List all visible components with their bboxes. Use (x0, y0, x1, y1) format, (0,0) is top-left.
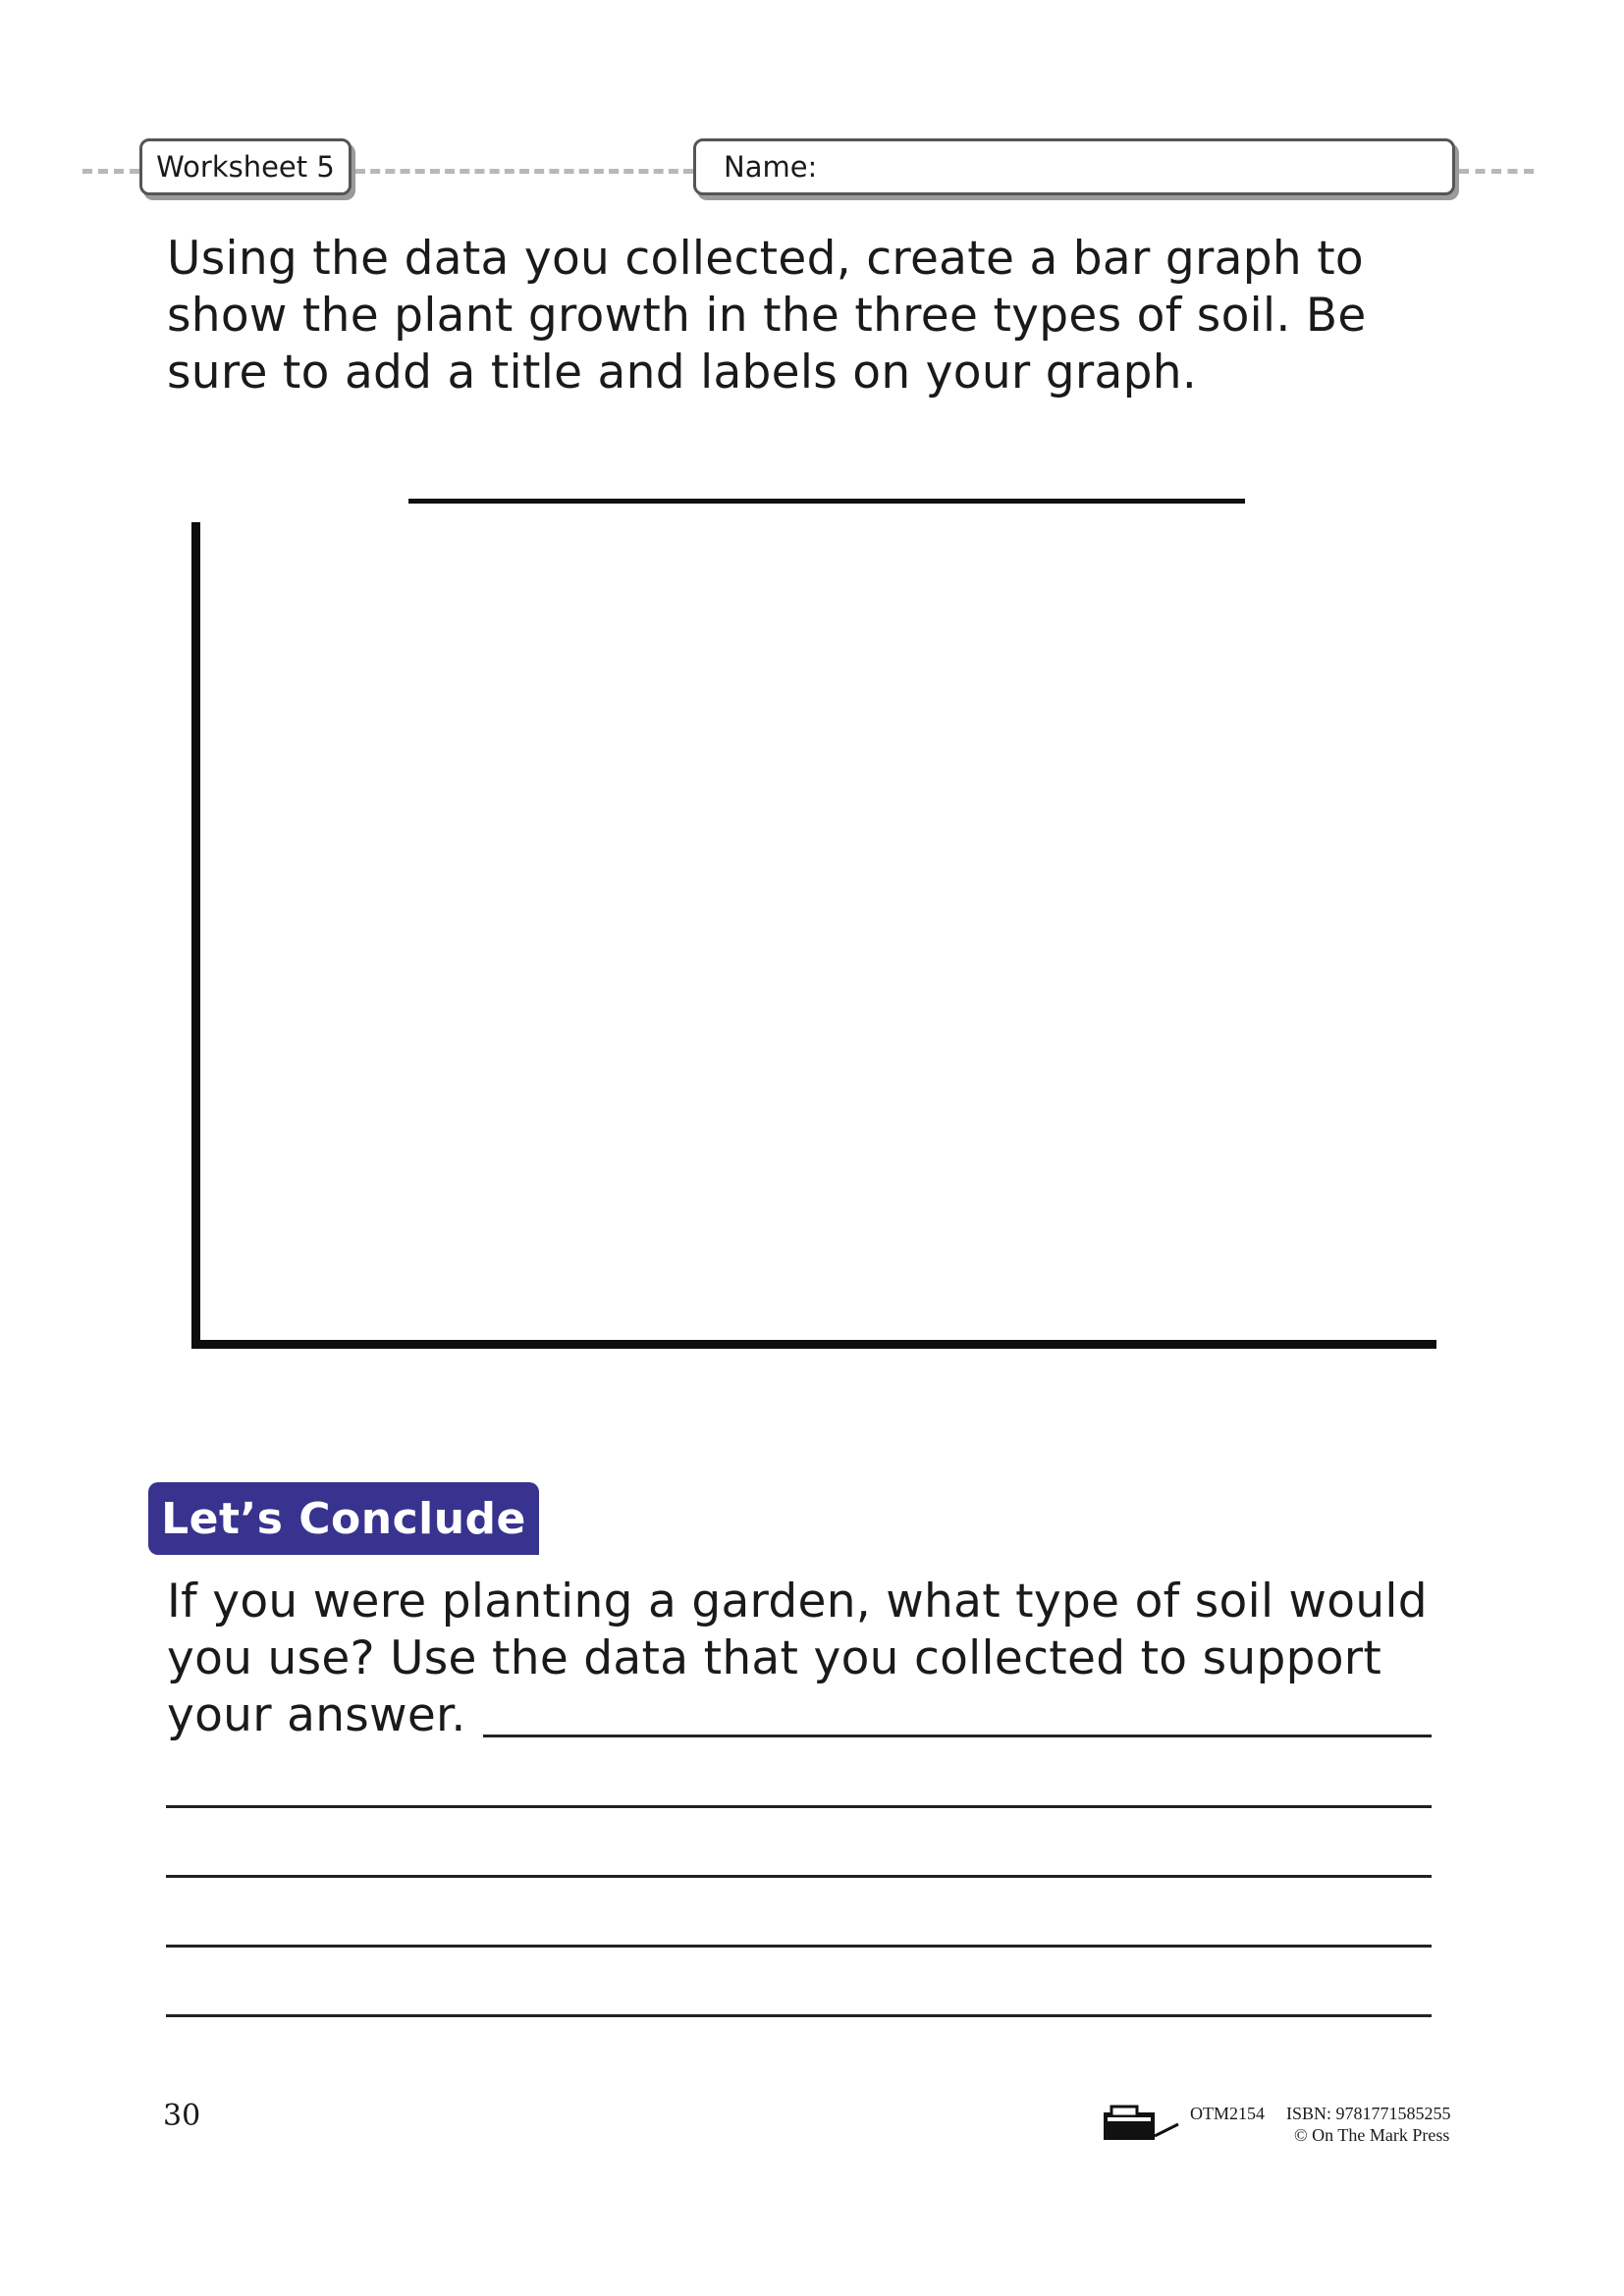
graph-y-axis (191, 522, 200, 1349)
answer-line[interactable] (166, 2014, 1432, 2017)
graph-title-line[interactable] (408, 499, 1245, 504)
conclude-question: If you were planting a garden, what type of soil would you use? Use the data that you collected to support your answer. (167, 1575, 1428, 1742)
header-dash-right (1459, 169, 1534, 174)
name-field[interactable] (693, 138, 1455, 195)
answer-line[interactable] (166, 1945, 1432, 1948)
worksheet-label: Worksheet 5 (156, 150, 335, 184)
header-dash-left (82, 169, 139, 174)
product-code: OTM2154 (1190, 2104, 1265, 2123)
header-dash-middle (355, 169, 693, 174)
instructions-text: Using the data you collected, create a bar graph to show the plant growth in the three types of soil. Be sure to add a title and labels on your graph. (167, 232, 1367, 400)
page-number: 30 (163, 2099, 201, 2133)
copyright: © On The Mark Press (1294, 2125, 1450, 2145)
publisher-logo-icon (1102, 2103, 1180, 2144)
isbn: ISBN: 9781771585255 (1286, 2104, 1451, 2123)
worksheet-label-box (139, 138, 352, 195)
lets-conclude-badge: Let’s Conclude (148, 1482, 539, 1555)
answer-line[interactable] (166, 1875, 1432, 1878)
graph-x-axis (191, 1340, 1436, 1349)
answer-line[interactable] (166, 1805, 1432, 1808)
name-label: Name: (724, 150, 818, 184)
answer-line[interactable] (483, 1735, 1432, 1737)
